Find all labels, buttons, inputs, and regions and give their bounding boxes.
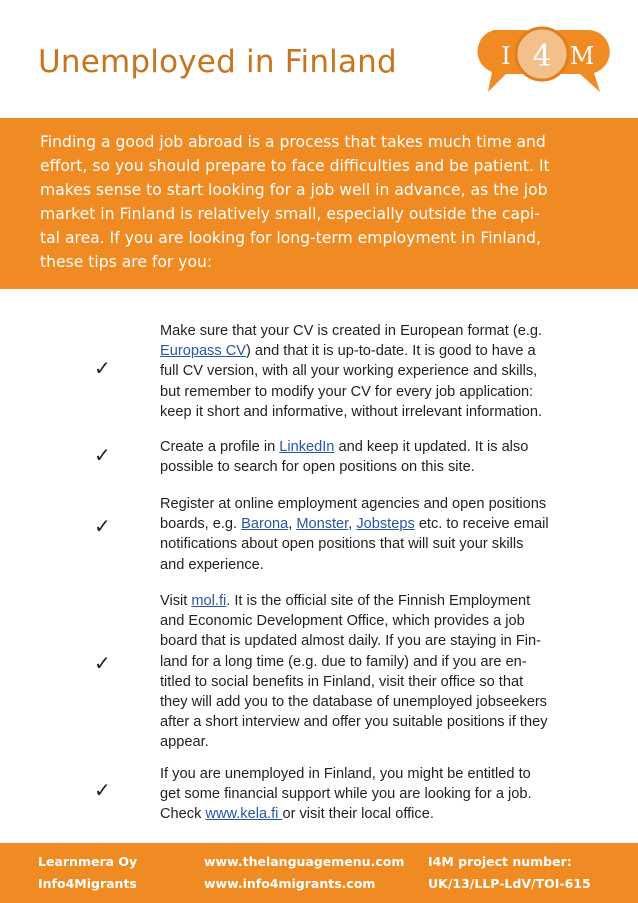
tip-line: keep it short and informative, without irrelevant information. bbox=[160, 403, 543, 420]
linkedin-link[interactable]: LinkedIn bbox=[279, 439, 335, 455]
tip-line: board that is updated almost daily. If you are staying in Fin- bbox=[160, 633, 541, 650]
tip-line: Visit mol.fi. It is the official site of the Finnish Employment bbox=[160, 593, 531, 609]
footer-company-name: Learnmera Oy bbox=[38, 854, 138, 869]
checkmark-icon: ✓ bbox=[94, 651, 111, 675]
kela-fi-link[interactable]: www.kela.fi bbox=[205, 806, 283, 823]
checkmark-icon: ✓ bbox=[94, 514, 111, 538]
mol-fi-link[interactable]: mol.fi bbox=[191, 593, 227, 609]
intro-text bbox=[40, 130, 596, 275]
footer-website-2[interactable]: www.info4migrants.com bbox=[204, 876, 376, 891]
tip-line: land for a long time (e.g. due to family) and if you are en- bbox=[160, 653, 527, 670]
checkmark-icon: ✓ bbox=[94, 778, 111, 802]
tip-line: full CV version, with all your working experience and skills, bbox=[160, 363, 538, 380]
tip-line: after a short interview and offer you suitable positions if they bbox=[160, 714, 548, 731]
footer-website-1[interactable]: www.thelanguagemenu.com bbox=[204, 854, 405, 869]
tip-line: appear. bbox=[160, 734, 209, 751]
tip-text bbox=[160, 321, 598, 422]
tip-line: Register at online employment agencies and open positions bbox=[160, 496, 547, 512]
tip-text bbox=[160, 437, 598, 477]
tip-text bbox=[160, 591, 598, 753]
footer-project-code: UK/13/LLP-LdV/TOI-615 bbox=[428, 876, 591, 891]
logo-letter-left: I bbox=[501, 42, 511, 70]
tip-text bbox=[160, 494, 598, 575]
tip-line: titled to social benefits in Finland, visit their office so that bbox=[160, 673, 524, 690]
footer-project-name: Info4Migrants bbox=[38, 876, 137, 891]
footer-websites bbox=[204, 851, 404, 895]
tip-line: Make sure that your CV is created in European format (e.g. bbox=[160, 323, 543, 339]
barona-link[interactable]: Barona bbox=[241, 516, 289, 533]
intro-line: these tips are for you: bbox=[40, 253, 213, 272]
intro-line: makes sense to start looking for a job well in advance, as the job bbox=[40, 181, 548, 200]
tip-line: they will add you to the database of unemployed jobseekers bbox=[160, 694, 547, 711]
footer-project-label: I4M project number: bbox=[428, 854, 572, 869]
i4m-logo bbox=[472, 22, 622, 104]
footer-project-number bbox=[428, 851, 591, 895]
tip-line: but remember to modify your CV for every job application: bbox=[160, 383, 534, 400]
intro-line: effort, so you should prepare to face difficulties and be patient. It bbox=[40, 157, 550, 176]
checkmark-icon: ✓ bbox=[94, 356, 111, 380]
page-title: Unemployed in Finland bbox=[38, 44, 397, 80]
tip-text bbox=[160, 764, 598, 825]
tip-line: and experience. bbox=[160, 556, 264, 573]
tip-line: boards, e.g. Barona, Monster, Jobsteps etc. to receive email bbox=[160, 516, 549, 533]
jobsteps-link[interactable]: Jobsteps bbox=[356, 516, 415, 533]
europass-cv-link[interactable]: Europass CV bbox=[160, 343, 246, 360]
tip-line: and Economic Development Office, which provides a job bbox=[160, 613, 525, 630]
logo-letter-right: M bbox=[569, 42, 595, 70]
tip-line: possible to search for open positions on this site. bbox=[160, 459, 475, 476]
footer-company bbox=[38, 851, 137, 895]
monster-link[interactable]: Monster bbox=[296, 516, 349, 533]
tip-line: get some financial support while you are looking for a job. bbox=[160, 786, 532, 803]
logo-letter-middle: 4 bbox=[532, 39, 552, 74]
checkmark-icon: ✓ bbox=[94, 443, 111, 467]
tip-line: Check www.kela.fi or visit their local office. bbox=[160, 806, 434, 823]
intro-line: Finding a good job abroad is a process that takes much time and bbox=[40, 133, 546, 151]
tip-line: Europass CV) and that it is up-to-date. It is good to have a bbox=[160, 343, 536, 360]
tip-line: notifications about open positions that will suit your skills bbox=[160, 536, 524, 553]
tip-line: If you are unemployed in Finland, you might be entitled to bbox=[160, 766, 531, 782]
tip-line: Create a profile in LinkedIn and keep it updated. It is also bbox=[160, 439, 529, 455]
intro-banner bbox=[0, 118, 638, 289]
footer-bar bbox=[0, 843, 638, 903]
intro-line: market in Finland is relatively small, especially outside the capi- bbox=[40, 205, 540, 224]
intro-line: tal area. If you are looking for long-term employment in Finland, bbox=[40, 229, 542, 248]
